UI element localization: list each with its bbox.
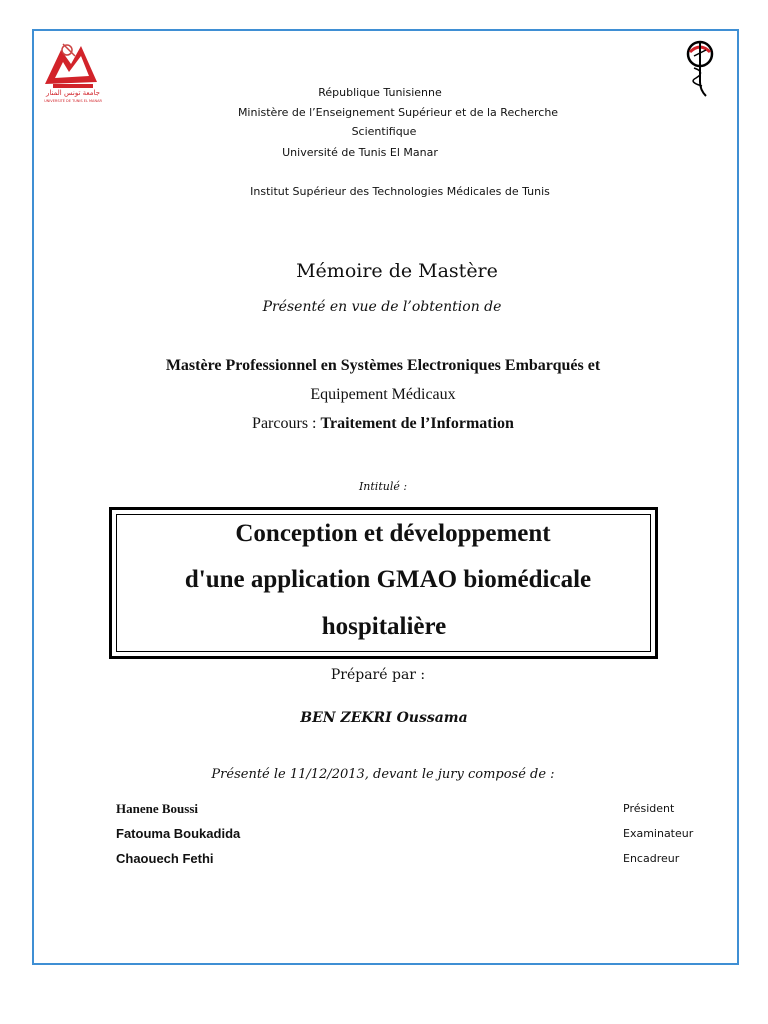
master-line2: Equipement Médicaux	[310, 386, 456, 403]
jury-name-2: Fatouma Boukadida	[116, 826, 241, 841]
header-institute: Institut Supérieur des Technologies Médicales de Tunis	[250, 185, 550, 198]
parcours-value: Traitement de l’Information	[320, 415, 514, 432]
logo-arabic-text: جامعة تونس المنار	[46, 89, 100, 97]
header-scientifique: Scientifique	[351, 125, 417, 138]
thesis-title-line3: hospitalière	[321, 613, 447, 640]
prepared-label: Préparé par :	[330, 667, 426, 683]
page-border	[32, 29, 739, 965]
memoire-subtitle: Présenté en vue de l’obtention de	[262, 299, 502, 315]
university-logo-icon	[37, 38, 109, 104]
thesis-title-line1: Conception et développement	[235, 520, 551, 547]
thesis-title-line2: d'une application GMAO biomédicale	[184, 566, 592, 593]
master-line1: Mastère Professionnel en Systèmes Electroniques Embarqués et	[165, 357, 601, 374]
jury-role-3: Encadreur	[623, 852, 680, 865]
jury-name-1: Hanene Boussi	[116, 801, 198, 816]
parcours-label: Parcours :	[252, 415, 317, 432]
header-republic: République Tunisienne	[318, 86, 442, 99]
presented-text: Présenté le 11/12/2013, devant le jury composé de :	[211, 767, 555, 782]
header-ministry: Ministère de l’Enseignement Supérieur et de la Recherche	[237, 106, 559, 119]
jury-role-1: Président	[623, 802, 675, 815]
jury-role-2: Examinateur	[623, 827, 694, 840]
jury-name-3: Chaouech Fethi	[116, 851, 214, 866]
header-university: Université de Tunis El Manar	[282, 146, 438, 159]
logo-caption: UNIVERSITÉ DE TUNIS EL MANAR	[44, 99, 102, 103]
intitule-label: Intitulé :	[358, 480, 408, 493]
memoire-title: Mémoire de Mastère	[296, 260, 498, 282]
parcours	[252, 415, 514, 433]
institute-logo-icon	[684, 38, 720, 98]
author-name: BEN ZEKRI Oussama	[300, 710, 468, 726]
